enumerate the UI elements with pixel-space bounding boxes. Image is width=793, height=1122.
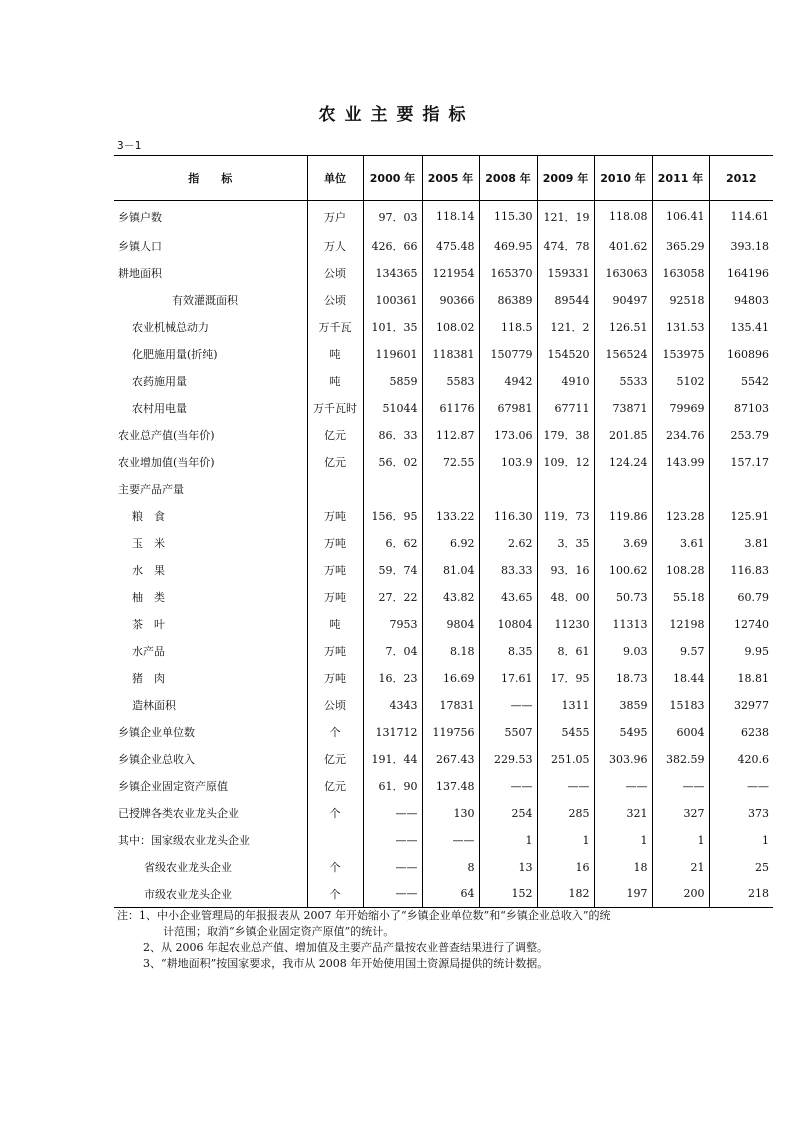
row-value: 327: [652, 800, 709, 827]
header-year: 2005 年: [422, 156, 479, 201]
row-value: 475.48: [422, 233, 479, 260]
row-value: 94803: [709, 287, 773, 314]
row-value: 121．19: [537, 201, 594, 233]
table-row: [114, 746, 773, 773]
row-unit: 公顷: [307, 287, 363, 314]
table-row: [114, 287, 773, 314]
row-indicator: 乡镇企业单位数: [118, 726, 195, 739]
row-value: 60.79: [709, 584, 773, 611]
row-indicator: 乡镇企业固定资产原值: [118, 780, 228, 793]
row-value: 197: [594, 881, 652, 908]
row-value: 251.05: [537, 746, 594, 773]
row-value: 6.92: [422, 530, 479, 557]
row-indicator: 主要产品产量: [118, 483, 184, 496]
row-unit: 万吨: [307, 503, 363, 530]
row-value: 200: [652, 881, 709, 908]
row-value: ——: [422, 827, 479, 854]
row-value: 118.14: [422, 201, 479, 233]
row-value: 79969: [652, 395, 709, 422]
row-value: 157.17: [709, 449, 773, 476]
row-value: 115.30: [479, 201, 537, 233]
row-value: 12198: [652, 611, 709, 638]
row-value: 321: [594, 800, 652, 827]
row-value: 86．33: [363, 422, 422, 449]
row-value: 5542: [709, 368, 773, 395]
row-value: 4343: [363, 692, 422, 719]
row-value: ——: [363, 881, 422, 908]
row-value: 64: [422, 881, 479, 908]
row-value: 59．74: [363, 557, 422, 584]
row-value: ——: [363, 854, 422, 881]
row-value: 160896: [709, 341, 773, 368]
row-value: 234.76: [652, 422, 709, 449]
header-year: 2012: [709, 156, 773, 201]
row-unit: 吨: [307, 341, 363, 368]
row-unit: 万吨: [307, 638, 363, 665]
header-year: 2000 年: [363, 156, 422, 201]
row-unit: 吨: [307, 368, 363, 395]
header-year: 2010 年: [594, 156, 652, 201]
row-value: 267.43: [422, 746, 479, 773]
row-value: 5455: [537, 719, 594, 746]
row-unit: 万吨: [307, 584, 363, 611]
row-value: 43.65: [479, 584, 537, 611]
row-indicator: 农村用电量: [132, 402, 187, 415]
row-value: 1: [652, 827, 709, 854]
row-value: 8．61: [537, 638, 594, 665]
row-value: 125.91: [709, 503, 773, 530]
row-value: 124.24: [594, 449, 652, 476]
row-value: 16．23: [363, 665, 422, 692]
header-year: 2011 年: [652, 156, 709, 201]
row-value: 134365: [363, 260, 422, 287]
table-row: [114, 665, 773, 692]
row-value: 7953: [363, 611, 422, 638]
row-unit: 吨: [307, 611, 363, 638]
header-unit: 单位: [307, 156, 363, 201]
row-value: 131712: [363, 719, 422, 746]
row-value: 97．03: [363, 201, 422, 233]
row-indicator: 农业增加值(当年价): [118, 456, 215, 469]
row-value: 100361: [363, 287, 422, 314]
row-value: ——: [479, 773, 537, 800]
footnotes: [117, 908, 757, 972]
row-unit: 万吨: [307, 665, 363, 692]
table-row: [114, 476, 773, 503]
row-value: 5583: [422, 368, 479, 395]
row-indicator: 柚 类: [132, 591, 165, 604]
row-indicator: 水 果: [132, 564, 165, 577]
row-value: 73871: [594, 395, 652, 422]
row-indicator: 猪 肉: [132, 672, 165, 685]
table-row: [114, 557, 773, 584]
row-unit: 万吨: [307, 530, 363, 557]
table-row: [114, 638, 773, 665]
row-value: 7．04: [363, 638, 422, 665]
row-value: ——: [709, 773, 773, 800]
row-value: 8.35: [479, 638, 537, 665]
row-value: 56．02: [363, 449, 422, 476]
row-value: 106.41: [652, 201, 709, 233]
row-value: 87103: [709, 395, 773, 422]
row-value: 191．44: [363, 746, 422, 773]
row-value: 4910: [537, 368, 594, 395]
row-value: 382.59: [652, 746, 709, 773]
row-value: 5507: [479, 719, 537, 746]
row-value: 152: [479, 881, 537, 908]
row-value: 164196: [709, 260, 773, 287]
table-row: [114, 530, 773, 557]
row-value: 11313: [594, 611, 652, 638]
row-value: 50.73: [594, 584, 652, 611]
row-value: 100.62: [594, 557, 652, 584]
header-row: [114, 156, 773, 201]
row-value: 18: [594, 854, 652, 881]
row-unit: 个: [307, 854, 363, 881]
table-row: [114, 368, 773, 395]
row-value: 108.28: [652, 557, 709, 584]
row-value: 121954: [422, 260, 479, 287]
row-value: 179．38: [537, 422, 594, 449]
row-indicator: 水产品: [132, 645, 165, 658]
row-indicator: 耕地面积: [118, 267, 162, 280]
indicator-table: [114, 155, 773, 908]
row-value: 16.69: [422, 665, 479, 692]
row-value: 51044: [363, 395, 422, 422]
row-value: 5495: [594, 719, 652, 746]
row-value: 32977: [709, 692, 773, 719]
row-value: ——: [363, 827, 422, 854]
row-value: ——: [594, 773, 652, 800]
row-unit: 亿元: [307, 773, 363, 800]
row-unit: 个: [307, 800, 363, 827]
row-unit: [307, 476, 363, 503]
row-value: 1311: [537, 692, 594, 719]
row-unit: 公顷: [307, 260, 363, 287]
row-value: 6．62: [363, 530, 422, 557]
row-value: 254: [479, 800, 537, 827]
table-row: [114, 201, 773, 233]
footnote-1: 注：1、中小企业管理局的年报报表从 2007 年开始缩小了“乡镇企业单位数”和“乡镇企业总收入”的统: [117, 909, 611, 922]
row-unit: 万千瓦时: [307, 395, 363, 422]
table-row: [114, 395, 773, 422]
row-value: 18.73: [594, 665, 652, 692]
row-value: 182: [537, 881, 594, 908]
row-value: 426．66: [363, 233, 422, 260]
row-value: 393.18: [709, 233, 773, 260]
row-value: 5533: [594, 368, 652, 395]
row-value: 109．12: [537, 449, 594, 476]
row-value: 116.83: [709, 557, 773, 584]
row-indicator: 农药施用量: [132, 375, 187, 388]
row-indicator: 农业总产值(当年价): [118, 429, 215, 442]
row-value: 118.5: [479, 314, 537, 341]
row-value: 81.04: [422, 557, 479, 584]
row-value: 173.06: [479, 422, 537, 449]
row-unit: 个: [307, 719, 363, 746]
row-value: 114.61: [709, 201, 773, 233]
row-value: 61176: [422, 395, 479, 422]
row-value: 163063: [594, 260, 652, 287]
table-row: [114, 314, 773, 341]
table-row: [114, 584, 773, 611]
row-value: 90497: [594, 287, 652, 314]
row-value: 229.53: [479, 746, 537, 773]
table-row: [114, 854, 773, 881]
table-row: [114, 422, 773, 449]
footnote-2: 2、从 2006 年起农业总产值、增加值及主要产品产量按农业普查结果进行了调整。: [143, 941, 548, 954]
row-value: 3.69: [594, 530, 652, 557]
row-value: 135.41: [709, 314, 773, 341]
row-value: 119．73: [537, 503, 594, 530]
row-value: ——: [537, 773, 594, 800]
table-row: [114, 449, 773, 476]
row-value: 92518: [652, 287, 709, 314]
row-value: [709, 476, 773, 503]
row-unit: 公顷: [307, 692, 363, 719]
row-indicator: 茶 叶: [132, 618, 165, 631]
footnote-3: 3、“耕地面积”按国家要求，我市从 2008 年开始使用国土资源局提供的统计数据。: [143, 957, 549, 970]
row-value: ——: [652, 773, 709, 800]
row-value: 469.95: [479, 233, 537, 260]
row-value: 154520: [537, 341, 594, 368]
row-value: 118381: [422, 341, 479, 368]
row-value: 365.29: [652, 233, 709, 260]
table-row: [114, 692, 773, 719]
row-value: 103.9: [479, 449, 537, 476]
row-value: 5859: [363, 368, 422, 395]
row-value: 8: [422, 854, 479, 881]
row-unit: [307, 827, 363, 854]
row-unit: 亿元: [307, 422, 363, 449]
row-indicator: 省级农业龙头企业: [144, 861, 232, 874]
row-unit: 万人: [307, 233, 363, 260]
table-row: [114, 800, 773, 827]
row-value: 48．00: [537, 584, 594, 611]
row-value: ——: [479, 692, 537, 719]
row-value: 9.03: [594, 638, 652, 665]
row-value: 18.44: [652, 665, 709, 692]
row-value: [594, 476, 652, 503]
table-row: [114, 503, 773, 530]
row-value: 10804: [479, 611, 537, 638]
row-value: [652, 476, 709, 503]
row-indicator: 化肥施用量(折纯): [132, 348, 218, 361]
row-value: 9.57: [652, 638, 709, 665]
row-value: 118.08: [594, 201, 652, 233]
row-indicator: 玉 米: [132, 537, 165, 550]
row-value: 123.28: [652, 503, 709, 530]
row-value: 112.87: [422, 422, 479, 449]
row-unit: 亿元: [307, 746, 363, 773]
row-value: 1: [479, 827, 537, 854]
row-value: 9804: [422, 611, 479, 638]
row-value: 12740: [709, 611, 773, 638]
row-value: 3859: [594, 692, 652, 719]
row-value: [422, 476, 479, 503]
row-value: 163058: [652, 260, 709, 287]
row-value: 253.79: [709, 422, 773, 449]
row-value: 201.85: [594, 422, 652, 449]
row-value: 401.62: [594, 233, 652, 260]
row-value: 9.95: [709, 638, 773, 665]
table-row: [114, 773, 773, 800]
row-value: 18.81: [709, 665, 773, 692]
row-value: 373: [709, 800, 773, 827]
table-row: [114, 719, 773, 746]
row-value: 6004: [652, 719, 709, 746]
row-value: 137.48: [422, 773, 479, 800]
row-value: 86389: [479, 287, 537, 314]
row-indicator: 市级农业龙头企业: [114, 881, 307, 908]
row-value: 156．95: [363, 503, 422, 530]
row-value: 303.96: [594, 746, 652, 773]
row-value: 218: [709, 881, 773, 908]
row-value: 93．16: [537, 557, 594, 584]
row-value: 3.61: [652, 530, 709, 557]
row-value: [363, 476, 422, 503]
row-value: 116.30: [479, 503, 537, 530]
row-value: 131.53: [652, 314, 709, 341]
row-indicator: 其中：国家级农业龙头企业: [118, 834, 250, 847]
row-value: 153975: [652, 341, 709, 368]
row-value: 17.61: [479, 665, 537, 692]
header-indicator: 指 标: [114, 156, 307, 201]
row-indicator: 造林面积: [132, 699, 176, 712]
row-value: 165370: [479, 260, 537, 287]
table-row: [114, 611, 773, 638]
row-unit: 万吨: [307, 557, 363, 584]
row-indicator: 乡镇企业总收入: [118, 753, 195, 766]
row-value: 285: [537, 800, 594, 827]
page-title: 农业主要指标: [318, 105, 475, 125]
table-row: [114, 881, 773, 908]
row-unit: 万千瓦: [307, 314, 363, 341]
row-value: 15183: [652, 692, 709, 719]
row-value: 119756: [422, 719, 479, 746]
row-indicator: 有效灌溉面积: [172, 294, 238, 307]
row-value: 1: [537, 827, 594, 854]
row-value: 1: [709, 827, 773, 854]
table-number: 3－1: [117, 139, 142, 152]
row-value: 17．95: [537, 665, 594, 692]
row-indicator: 粮 食: [132, 510, 165, 523]
row-value: 17831: [422, 692, 479, 719]
row-value: 6238: [709, 719, 773, 746]
row-indicator: 乡镇户数: [118, 210, 162, 224]
row-value: 101．35: [363, 314, 422, 341]
row-value: 16: [537, 854, 594, 881]
row-value: 13: [479, 854, 537, 881]
row-value: 67711: [537, 395, 594, 422]
row-value: 27．22: [363, 584, 422, 611]
row-value: 43.82: [422, 584, 479, 611]
row-value: 126.51: [594, 314, 652, 341]
footnote-1-cont: 计范围；取消“乡镇企业固定资产原值”的统计。: [163, 925, 395, 938]
row-value: 150779: [479, 341, 537, 368]
table-row: [114, 260, 773, 287]
row-unit: 亿元: [307, 449, 363, 476]
row-value: 89544: [537, 287, 594, 314]
row-indicator: 乡镇人口: [118, 240, 162, 253]
row-value: 159331: [537, 260, 594, 287]
row-value: [537, 476, 594, 503]
row-value: 2.62: [479, 530, 537, 557]
row-indicator: 农业机械总动力: [132, 321, 209, 334]
row-value: 420.6: [709, 746, 773, 773]
table-row: [114, 827, 773, 854]
row-value: 133.22: [422, 503, 479, 530]
row-value: 143.99: [652, 449, 709, 476]
row-value: 11230: [537, 611, 594, 638]
row-value: 119.86: [594, 503, 652, 530]
row-indicator: 已授牌各类农业龙头企业: [118, 807, 239, 820]
row-value: 90366: [422, 287, 479, 314]
row-value: 5102: [652, 368, 709, 395]
row-value: 156524: [594, 341, 652, 368]
row-value: 25: [709, 854, 773, 881]
table-row: [114, 341, 773, 368]
row-value: 4942: [479, 368, 537, 395]
row-value: 8.18: [422, 638, 479, 665]
row-value: 108.02: [422, 314, 479, 341]
row-value: 130: [422, 800, 479, 827]
row-value: 1: [594, 827, 652, 854]
row-value: 3.81: [709, 530, 773, 557]
row-value: 83.33: [479, 557, 537, 584]
row-value: 21: [652, 854, 709, 881]
row-value: 61．90: [363, 773, 422, 800]
row-value: 72.55: [422, 449, 479, 476]
header-year: 2009 年: [537, 156, 594, 201]
row-value: [479, 476, 537, 503]
table-row: [114, 233, 773, 260]
row-value: 67981: [479, 395, 537, 422]
header-year: 2008 年: [479, 156, 537, 201]
row-value: 55.18: [652, 584, 709, 611]
row-unit: 万户: [307, 201, 363, 233]
row-value: 119601: [363, 341, 422, 368]
row-unit: 个: [307, 881, 363, 908]
row-value: ——: [363, 800, 422, 827]
row-value: 121．2: [537, 314, 594, 341]
row-value: 3．35: [537, 530, 594, 557]
row-value: 474．78: [537, 233, 594, 260]
